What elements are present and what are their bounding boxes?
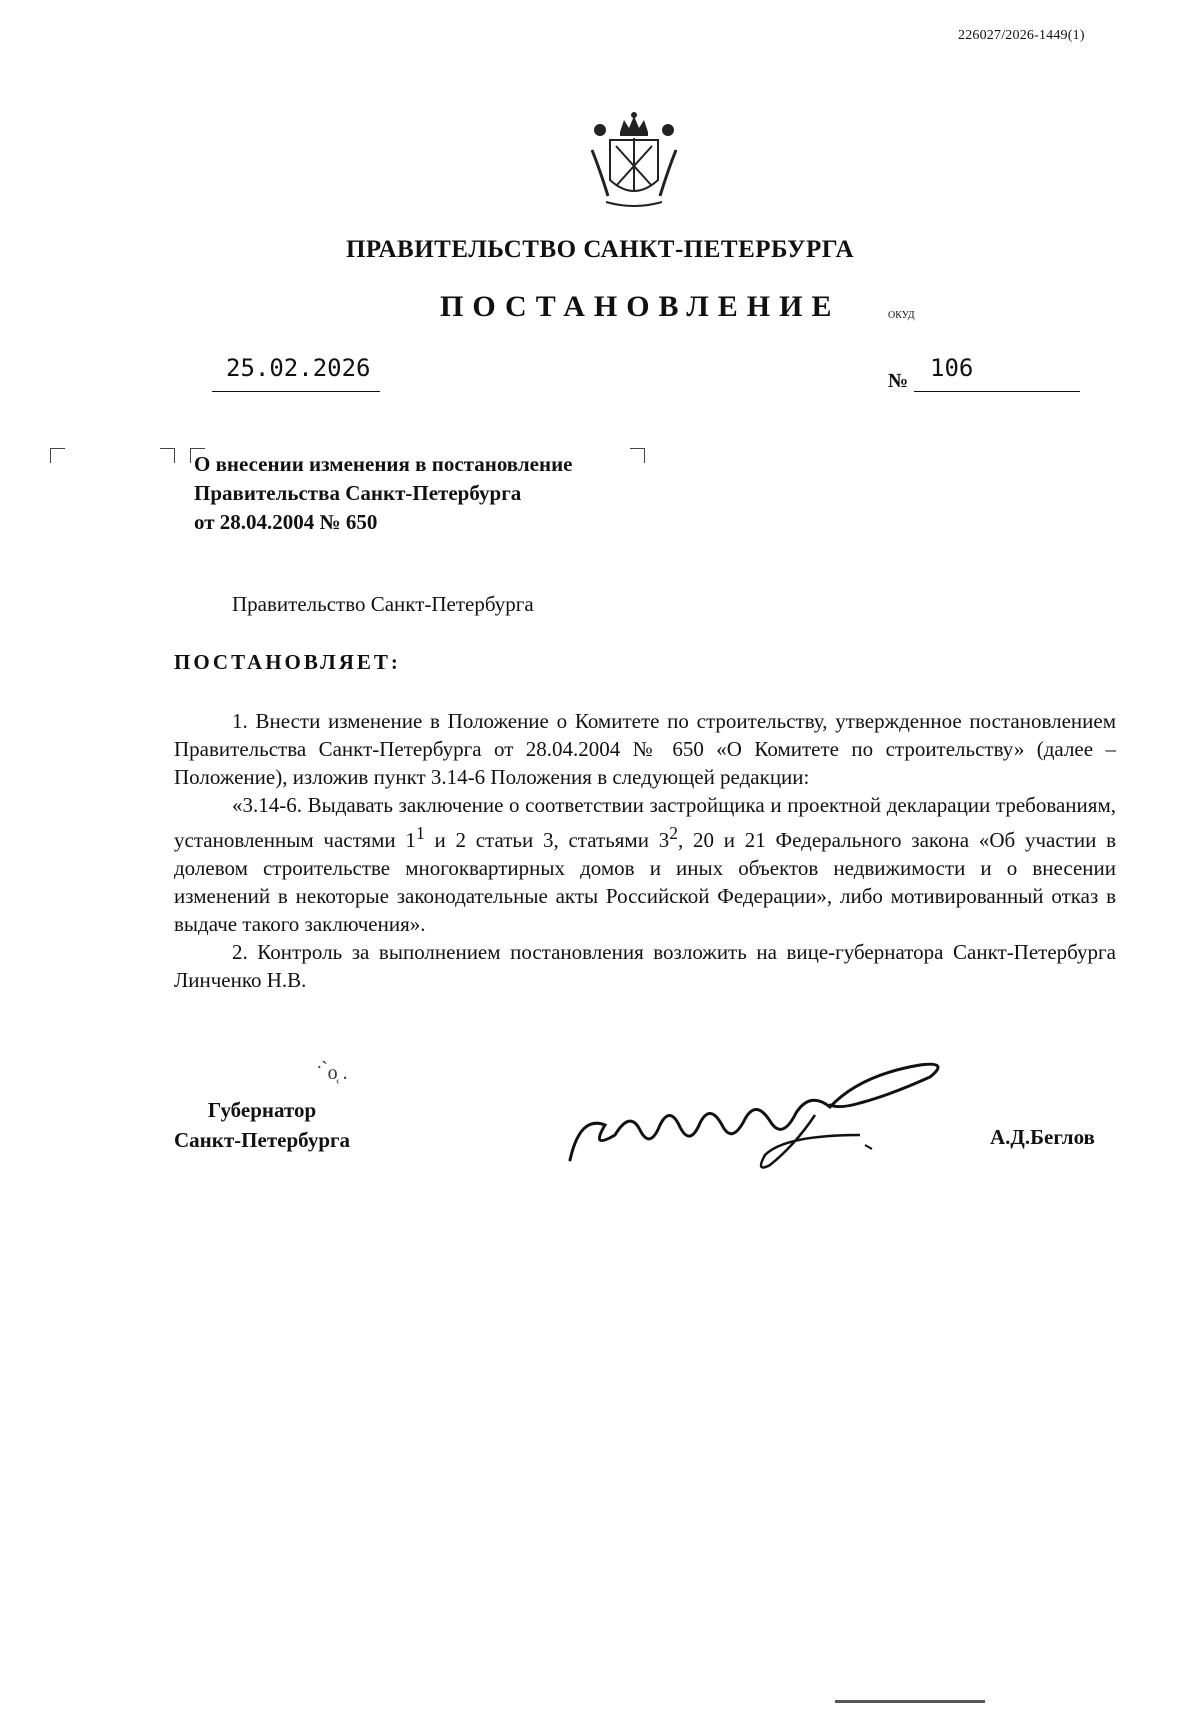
document-subject xyxy=(194,450,573,537)
item-1-paragraph: 1. Внести изменение в Положение о Комитете по строительству, утвержденное постановлением Правительства Санкт-Петербурга от 28.04.2004 № 650 «О Комитете по строительству» (далее – Положение), изложив пункт 3.14-6 Положения в следующей редакции: xyxy=(174,709,1116,789)
position-line-1: Губернатор xyxy=(207,1098,317,1122)
document-date: 25.02.2026 xyxy=(226,354,371,382)
issuing-authority: Правительство Санкт-Петербурга xyxy=(232,592,534,616)
subject-line-1: О внесении изменения в постановление xyxy=(194,452,573,476)
quote-part-3: , 20 и 21 Федерального закона «Об участии в долевом строительстве многоквартирных домов и иных объектов недвижимости и о внесении изменений в некоторые законодательные акты Российской Федерации», либо мотивированный отказ в выдаче такого заключения». xyxy=(174,828,1116,936)
coat-of-arms-emblem xyxy=(582,110,686,214)
corner-bracket-subject-right xyxy=(630,448,645,463)
number-sign: № xyxy=(888,370,909,392)
signatory-position xyxy=(174,1095,350,1155)
subject-line-2: Правительства Санкт-Петербурга xyxy=(194,481,522,505)
superscript-1: 1 xyxy=(415,823,425,843)
quote-part-1: «3.14-6. Выдавать заключение о соответствии застройщика и проектной декларации требованиям, установленным частями 1 xyxy=(174,793,1116,852)
document-type: ПОСТАНОВЛЕНИЕ xyxy=(440,290,841,323)
bottom-edge-mark xyxy=(835,1700,985,1703)
okud-label: ОКУД xyxy=(888,310,915,321)
quoted-clause-paragraph xyxy=(174,791,1116,938)
subject-line-3: от 28.04.2004 № 650 xyxy=(194,510,378,534)
superscript-2: 2 xyxy=(669,823,678,843)
handwritten-signature xyxy=(560,1055,980,1175)
decrees-heading: ПОСТАНОВЛЯЕТ: xyxy=(174,650,401,674)
item-2-paragraph: 2. Контроль за выполнением постановления возложить на вице-губернатора Санкт-Петербурга Линченко Н.В. xyxy=(174,940,1116,992)
corner-bracket-mid xyxy=(160,448,175,463)
document-body xyxy=(174,707,1116,994)
quote-part-2: и 2 статьи 3, статьями 3 xyxy=(424,828,670,852)
stamp-mark: ˙ ̀o̜ . xyxy=(316,1062,348,1084)
document-number: 106 xyxy=(930,354,974,382)
document-id: 226027/2026-1449(1) xyxy=(958,28,1085,43)
position-line-2: Санкт-Петербурга xyxy=(174,1128,351,1152)
corner-bracket-left xyxy=(50,448,65,463)
date-underline xyxy=(212,391,380,392)
number-underline xyxy=(914,391,1080,392)
signatory-name: А.Д.Беглов xyxy=(990,1125,1095,1149)
government-title: ПРАВИТЕЛЬСТВО САНКТ-ПЕТЕРБУРГА xyxy=(345,236,855,263)
